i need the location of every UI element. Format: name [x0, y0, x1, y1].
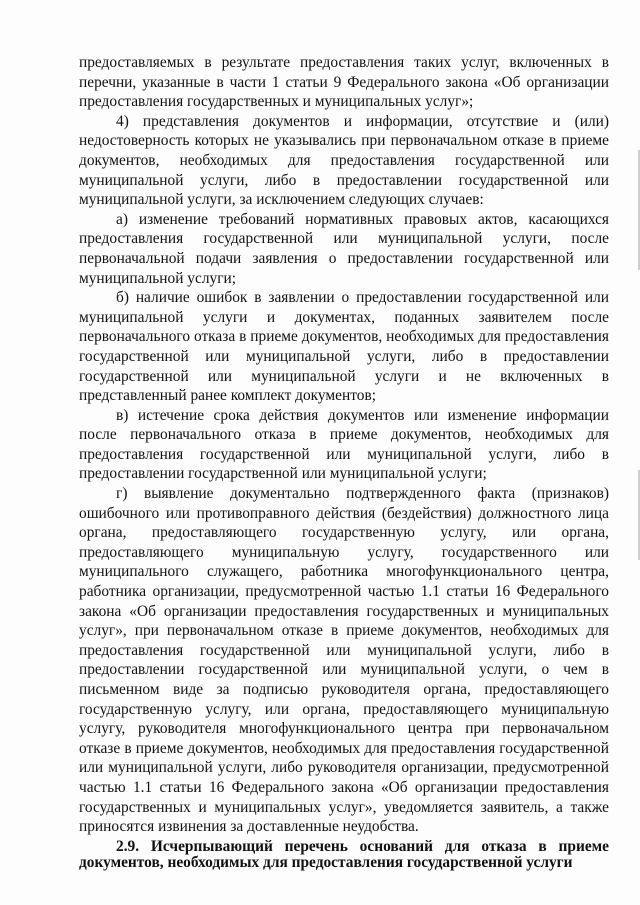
- paragraph-subitem-v: в) истечение срока действия документов или изменение информации после первоначального отказа в приеме документов, необходимых для предоставления государственной или муниципальной услуги, либо в предоставлении государственной или муниципальной услуги;: [79, 406, 609, 483]
- paragraph-subitem-g: г) выявление документально подтвержденного факта (признаков) ошибочного или противоправного действия (бездействия) должностного лица органа, предоставляющего государственную услугу, или органа, предоставляющего муниципальную услугу, государственного или муниципального служащего, работника многофункционального центра, работника организации, предусмотренной частью 1.1 статьи 16 Федерального закона «Об организации предоставления государственных и муниципальных услуг», при первоначальном отказе в приеме документов, необходимых для предоставления государственной или муниципальной услуги, либо в предоставлении государственной или муниципальной услуги, о чем в письменном виде за подписью руководителя органа, предоставляющего государственную услугу, или органа, предоставляющего муниципальную услугу, руководителя многофункционального центра при первоначальном отказе в приеме документов, необходимых для предоставления государственной или муниципальной услуги, либо руководителя организации, предусмотренной частью 1.1 статьи 16 Федерального закона «Об организации предоставления государственных и муниципальных услуг», уведомляется заявитель, а также приносятся извинения за доставленные неудобства.: [79, 485, 609, 836]
- section-heading-2-9: 2.9. Исчерпывающий перечень оснований для отказа в приеме документов, необходимых для предоставления государственной услуги: [79, 837, 609, 871]
- paragraph-subitem-b: б) наличие ошибок в заявлении о предоставлении государственной или муниципальной услуги и документах, поданных заявителем после первоначального отказа в приеме документов, необходимых для предоставления государственной или муниципальной услуги, либо в предоставлении государственной или муниципальной услуги и не включенных в представленный ранее комплект документов;: [79, 289, 609, 405]
- document-body: [79, 53, 609, 871]
- paragraph-item-4: 4) представления документов и информации, отсутствие и (или) недостоверность которых не указывались при первоначальном отказе в приеме документов, необходимых для предоставления государственной или муниципальной услуги, либо в предоставлении государственной или муниципальной услуги, за исключением следующих случаев:: [79, 112, 609, 209]
- paragraph-continuation: предоставляемых в результате предоставления таких услуг, включенных в перечни, указанные в части 1 статьи 9 Федерального закона «Об организации предоставления государственных и муниципальных услуг»;: [79, 54, 609, 111]
- paragraph-subitem-a: а) изменение требований нормативных правовых актов, касающихся предоставления государственной или муниципальной услуги, после первоначальной подачи заявления о предоставлении государственной или муниципальной услуги;: [79, 210, 609, 287]
